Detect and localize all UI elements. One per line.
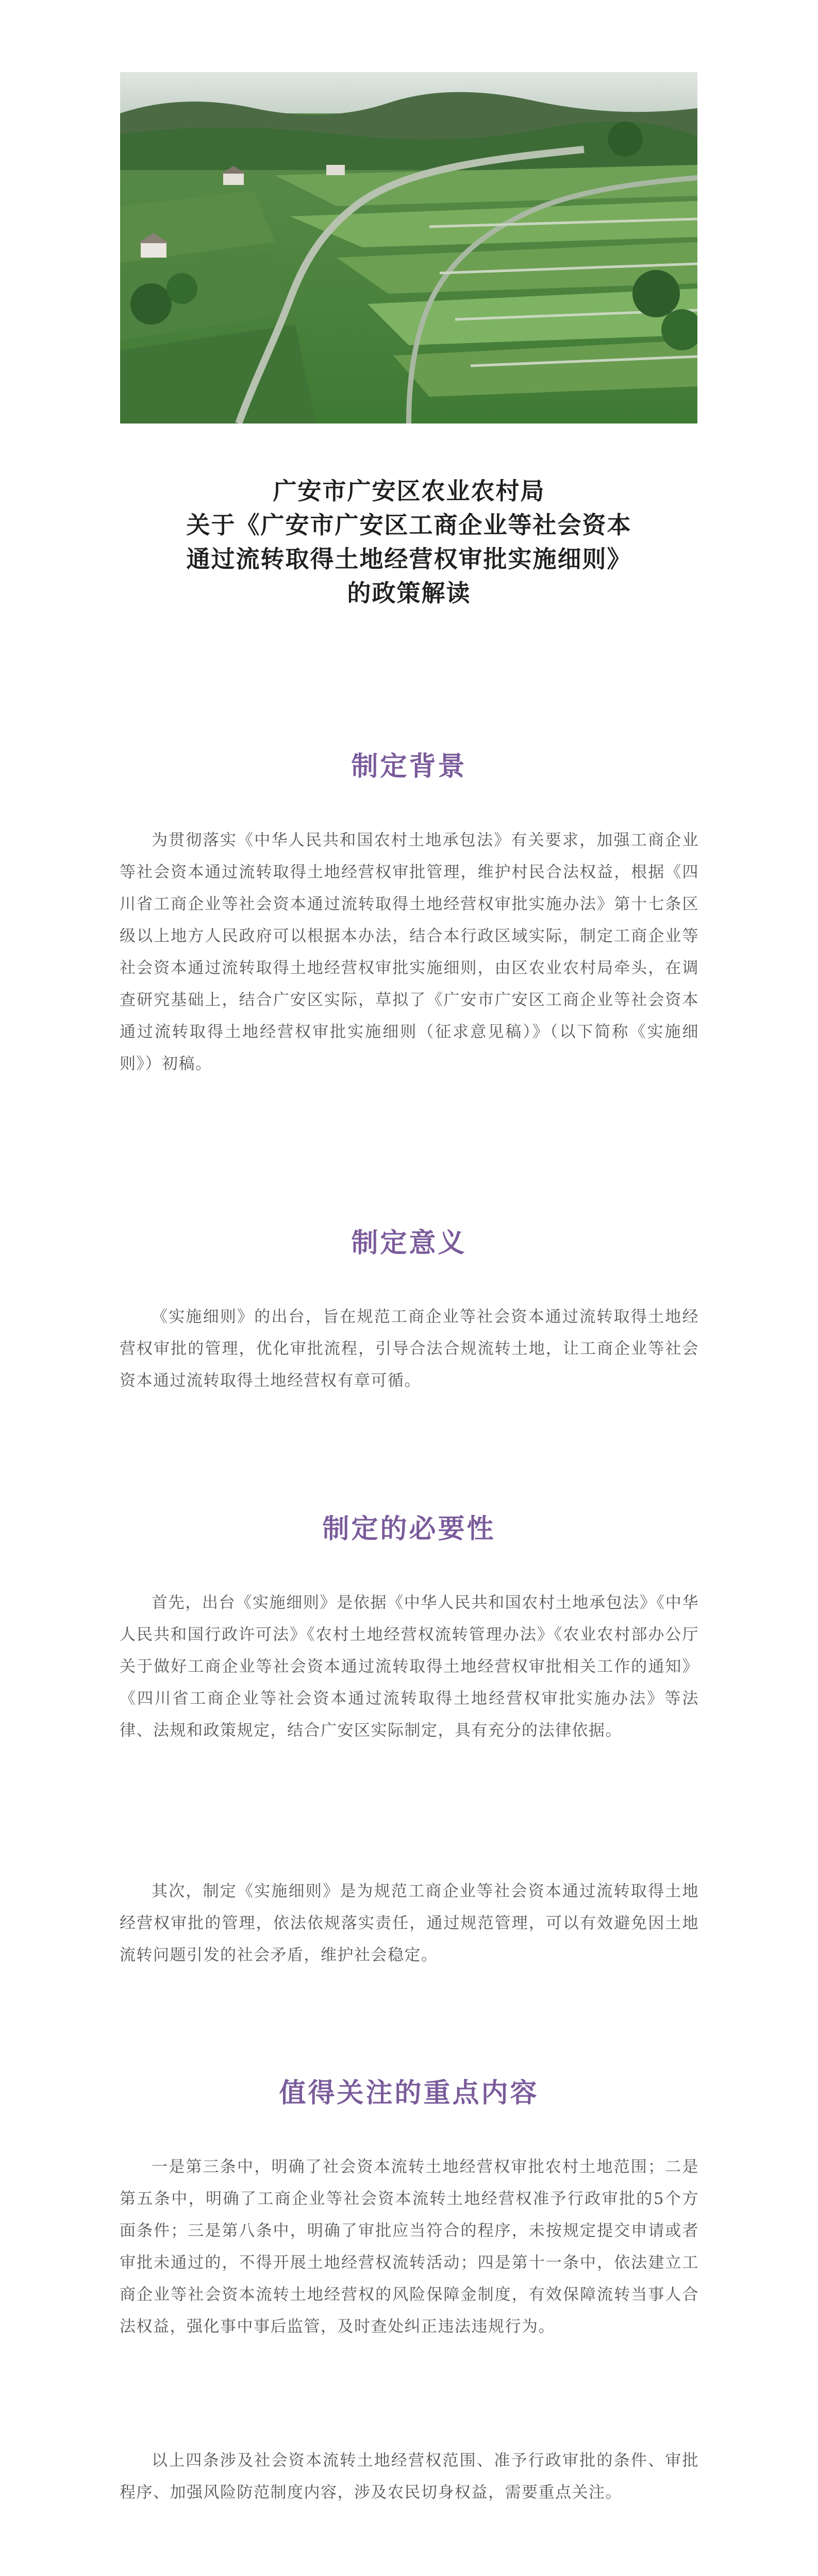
section-heading-necessity: 制定的必要性	[322, 1514, 496, 1545]
title-line-1: 广安市广安区农业农村局	[273, 477, 545, 505]
farmland-illustration	[120, 72, 697, 423]
section-paragraph: 一是第三条中，明确了社会资本流转土地经营权审批农村土地范围；二是第五条中，明确了工商企业等社会资本流转土地经营权准予行政审批的5个方面条件；三是第八条中，明确了审批应当符合的程序，未按规定提交申请或者审批未通过的，不得开展土地经营权流转活动；四是第十一条中，依法建立工商企业等社会资本流转土地经营权的风险保障金制度，有效保障流转当事人合法权益，强化事中事后监管，及时查处纠正违法违规行为。	[120, 2158, 699, 2336]
section-heading-significance: 制定意义	[351, 1228, 467, 1259]
title-line-4: 的政策解读	[347, 579, 471, 607]
section-heading-key-content: 值得关注的重点内容	[279, 2078, 539, 2109]
section-heading-background: 制定背景	[351, 751, 467, 782]
title-line-2: 关于《广安市广安区工商企业等社会资本	[186, 511, 632, 539]
title-line-3: 通过流转取得土地经营权审批实施细则》	[186, 545, 632, 573]
section-paragraph: 为贯彻落实《中华人民共和国农村土地承包法》有关要求，加强工商企业等社会资本通过流转取得土地经营权审批管理，维护村民合法权益，根据《四川省工商企业等社会资本通过流转取得土地经营权审批实施办法》第十七条区级以上地方人民政府可以根据本办法，结合本行政区域实际，制定工商企业等社会资本通过流转取得土地经营权审批实施细则，由区农业农村局牵头，在调查研究基础上，结合广安区实际，草拟了《广安市广安区工商企业等社会资本通过流转取得土地经营权审批实施细则（征求意见稿）》（以下简称《实施细则》）初稿。	[120, 831, 699, 1073]
document-title	[0, 474, 818, 610]
section-paragraph: 其次，制定《实施细则》是为规范工商企业等社会资本通过流转取得土地经营权审批的管理，依法依规落实责任，通过规范管理，可以有效避免因土地流转问题引发的社会矛盾，维护社会稳定。	[120, 1882, 699, 1964]
section-paragraph: 《实施细则》的出台，旨在规范工商企业等社会资本通过流转取得土地经营权审批的管理，优化审批流程，引导合法合规流转土地，让工商企业等社会资本通过流转取得土地经营权有章可循。	[120, 1308, 699, 1390]
section-paragraph: 首先，出台《实施细则》是依据《中华人民共和国农村土地承包法》《中华人民共和国行政许可法》《农村土地经营权流转管理办法》《农业农村部办公厅关于做好工商企业等社会资本通过流转取得土地经营权审批相关工作的通知》《四川省工商企业等社会资本通过流转取得土地经营权审批实施办法》等法律、法规和政策规定，结合广安区实际制定，具有充分的法律依据。	[120, 1594, 699, 1740]
section-paragraph: 以上四条涉及社会资本流转土地经营权范围、准予行政审批的条件、审批程序、加强风险防范制度内容，涉及农民切身权益，需要重点关注。	[120, 2451, 699, 2502]
hero-farmland-photo	[120, 72, 697, 423]
